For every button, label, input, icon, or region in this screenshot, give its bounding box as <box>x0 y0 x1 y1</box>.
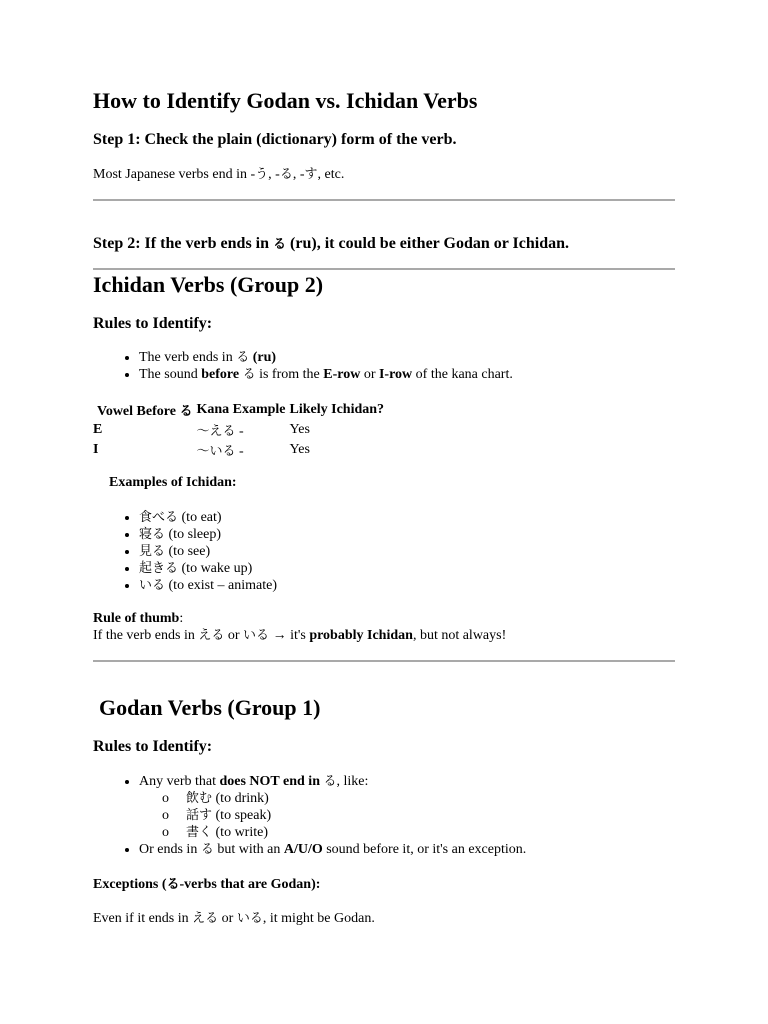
divider <box>93 268 675 270</box>
vowel-table <box>93 400 384 460</box>
table-cell-likely: Yes <box>289 442 310 457</box>
exceptions-heading: Exceptions (る-verbs that are Godan): <box>93 877 321 892</box>
godan-rules-heading: Rules to Identify: <box>93 738 213 755</box>
godan-heading: Godan Verbs (Group 1) <box>99 695 321 720</box>
table-header-vowel: Vowel Before る <box>97 404 193 419</box>
divider <box>93 199 675 201</box>
list-item: • 寝る (to sleep) <box>139 526 675 543</box>
list-item: o 話す (to speak) <box>162 808 272 823</box>
table-row <box>93 420 384 440</box>
table-cell-kana: ～える - <box>196 424 244 439</box>
list-item: • Any verb that does NOT end in る, like: o 飲む (to drink) o 話す (to speak) o 書く (to write) <box>139 773 675 841</box>
list-item: • いる (to exist – animate) <box>139 577 675 594</box>
rule-of-thumb-label: Rule of thumb: <box>93 611 184 626</box>
step1-text: Most Japanese verbs end in -う, -る, -す, etc. <box>93 167 345 182</box>
table-cell-vowel: E <box>93 422 103 437</box>
step1-heading: Step 1: Check the plain (dictionary) form of the verb. <box>93 131 457 148</box>
table-cell-kana: ～いる - <box>196 444 244 459</box>
arrow-icon: → <box>272 628 287 643</box>
list-item: • Or ends in る but with an A/U/O sound before it, or it's an exception. <box>139 841 675 858</box>
list-item: • The verb ends in る (ru) <box>139 349 675 366</box>
ichidan-examples-list <box>93 509 675 594</box>
ichidan-rules-heading: Rules to Identify: <box>93 315 213 332</box>
godan-rules-list <box>93 773 675 858</box>
exceptions-text: Even if it ends in える or いる, it might be Godan. <box>93 911 375 926</box>
examples-heading: Examples of Ichidan: <box>109 475 237 490</box>
list-item: • 食べる (to eat) <box>139 509 675 526</box>
page-title: How to Identify Godan vs. Ichidan Verbs <box>93 88 478 113</box>
list-item: • The sound before る is from the E-row or I-row of the kana chart. <box>139 366 675 383</box>
table-header-likely: Likely Ichidan? <box>289 402 385 417</box>
table-header-row <box>93 400 384 420</box>
list-item: o 書く (to write) <box>162 825 268 840</box>
list-item: o 飲む (to drink) <box>162 791 269 806</box>
table-row <box>93 440 384 460</box>
rule-of-thumb-text: If the verb ends in える or いる → it's probably Ichidan, but not always! <box>93 628 507 643</box>
list-item: • 見る (to see) <box>139 543 675 560</box>
divider <box>93 660 675 662</box>
godan-sublist <box>139 790 675 841</box>
table-cell-vowel: I <box>93 442 99 457</box>
ichidan-heading: Ichidan Verbs (Group 2) <box>93 272 324 297</box>
ichidan-rules-list <box>93 349 675 383</box>
step2-heading: Step 2: If the verb ends in る (ru), it could be either Godan or Ichidan. <box>93 235 570 252</box>
table-cell-likely: Yes <box>289 422 310 437</box>
table-header-kana: Kana Example <box>196 402 286 417</box>
list-item: • 起きる (to wake up) <box>139 560 675 577</box>
